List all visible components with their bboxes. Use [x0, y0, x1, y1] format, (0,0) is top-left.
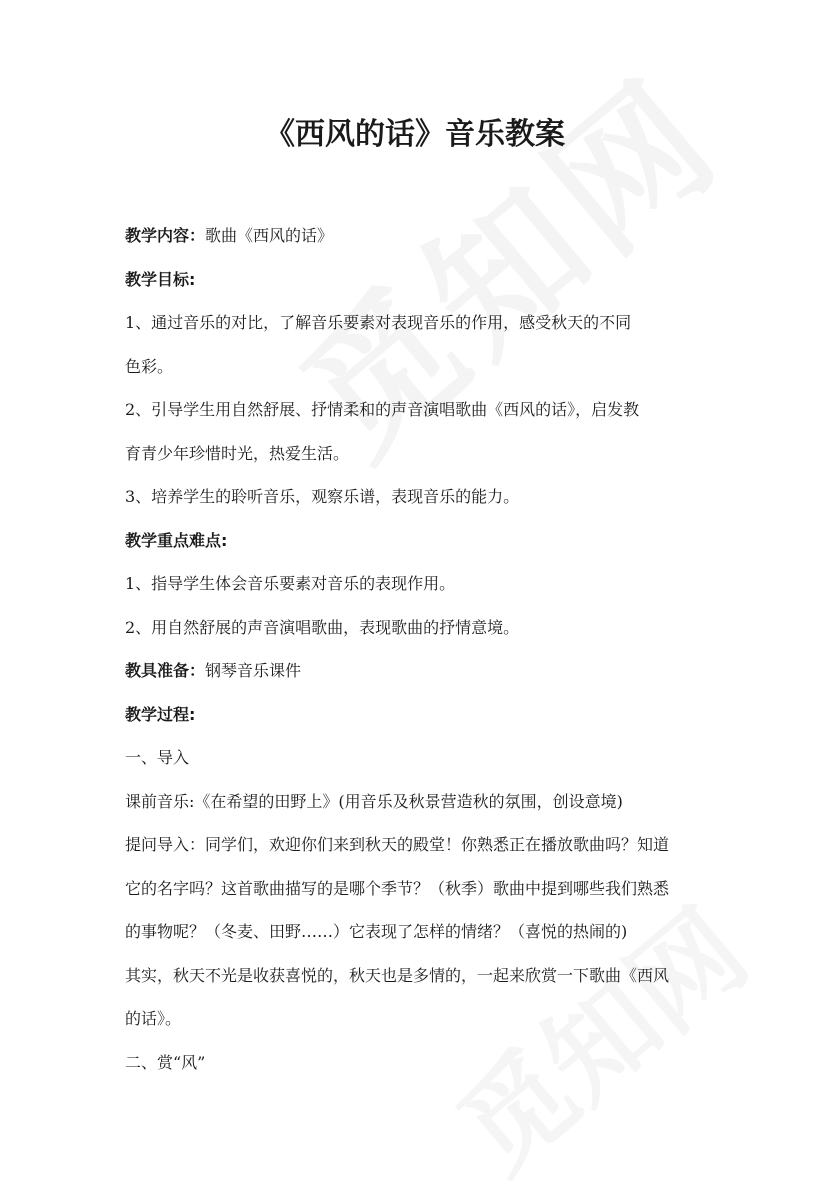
objective-line: 1、通过音乐的对比，了解音乐要素对表现音乐的作用，感受秋天的不同	[125, 313, 632, 332]
process-line: 一、导入	[125, 748, 190, 767]
objective-line: 色彩。	[125, 356, 174, 376]
key-point-line: 2、用自然舒展的声音演唱歌曲，表现歌曲的抒情意境。	[125, 617, 520, 637]
objective-line: 育青少年珍惜时光，热爱生活。	[125, 443, 350, 463]
key-points-heading: 教学重点难点:	[125, 530, 228, 550]
process-line: 课前音乐:《在希望的田野上》(用音乐及秋景营造秋的氛围，创设意境)	[125, 791, 623, 811]
objectives-heading: 教学目标:	[125, 269, 196, 289]
objective-line: 2、引导学生用自然舒展、抒情柔和的声音演唱歌曲《西风的话》，启发教	[125, 400, 640, 419]
materials-label: 教具准备：	[125, 661, 206, 680]
teaching-content-value: 歌曲《西风的话》	[205, 226, 334, 245]
process-line: 它的名字吗？这首歌曲描写的是哪个季节？（秋季）歌曲中提到哪些我们熟悉	[125, 878, 670, 898]
document-title: 《西风的话》音乐教案	[265, 117, 565, 152]
teaching-content-line	[125, 214, 705, 258]
objective-line: 3、培养学生的聆听音乐，观察乐谱，表现音乐的能力。	[125, 487, 520, 506]
process-line: 的话》。	[125, 1009, 182, 1028]
process-line: 其实，秋天不光是收获喜悦的，秋天也是多情的，一起来欣赏一下歌曲《西风	[125, 965, 670, 985]
process-heading: 教学过程:	[125, 704, 196, 724]
process-line: 的事物呢？（冬麦、田野……）它表现了怎样的情绪？（喜悦的热闹的)	[125, 922, 628, 941]
process-line: 二、赏“风”	[125, 1052, 206, 1072]
materials-value: 钢琴音乐课件	[205, 661, 302, 680]
process-line: 提问导入：同学们，欢迎你们来到秋天的殿堂！你熟悉正在播放歌曲吗？知道	[125, 835, 670, 854]
key-point-line: 1、指导学生体会音乐要素对音乐的表现作用。	[125, 574, 456, 593]
teaching-content-label: 教学内容：	[125, 226, 206, 245]
document-body	[125, 214, 705, 1084]
materials-line	[125, 649, 705, 693]
